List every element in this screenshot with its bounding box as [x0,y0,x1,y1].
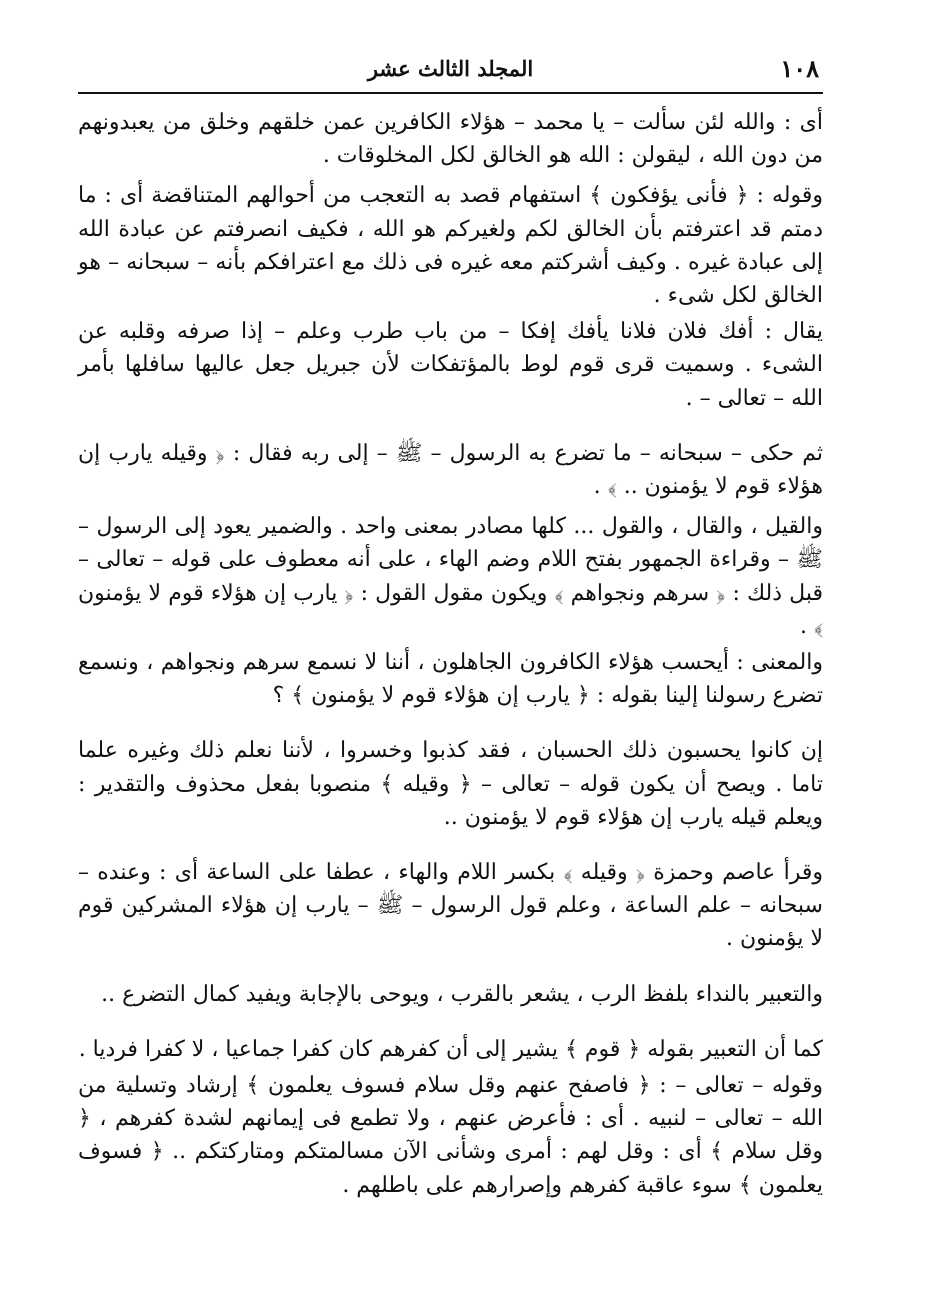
page-body [78,106,823,1202]
paragraph-11: وقوله – تعالى – : ﴿ فاصفح عنهم وقل سلام فسوف يعلمون ﴾ إرشاد وتسلية من الله – تعالى – لنبيه . أى : فأعرض عنهم ، ولا تطمع فى إيمانهم لشدة كفرهم ، ﴿ وقل سلام ﴾ أى : وقل لهم : أمرى وشأنى الآن مسالمتكم ومتاركتكم .. ﴿ فسوف يعلمون ﴾ سوء عاقبة كفرهم وإصرارهم على باطلهم . [78,1073,823,1198]
page-number: ١٠٨ [780,54,819,83]
book-page [78,48,823,1202]
paragraph-9: والتعبير بالنداء بلفظ الرب ، يشعر بالقرب ، ويوحى بالإجابة ويفيد كمال التضرع .. [101,981,823,1007]
paragraph-7: إن كانوا يحسبون ذلك الحسبان ، فقد كذبوا وخسروا ، لأننا نعلم ذلك وغيره علما تاما . ويصح أن يكون قوله – تعالى – ﴿ وقيله ﴾ منصوبا بفعل محذوف والتقدير : ويعلم قيله يارب إن هؤلاء قوم لا يؤمنون .. [78,738,823,830]
paragraph-1: أى : والله لئن سألت – يا محمد – هؤلاء الكافرين عمن خلقهم وخلق من يعبدونهم من دون الله ، ليقولن : الله هو الخالق لكل المخلوقات . [78,110,823,169]
page-header [78,48,823,88]
paragraph-5: والقيل ، والقال ، والقول ... كلها مصادر بمعنى واحد . والضمير يعود إلى الرسول – ﷺ – وقراءة الجمهور بفتح اللام وضم الهاء ، على أنه معطوف على قوله – تعالى – قبل ذلك : ﴿ سرهم ونجواهم ﴾ ويكون مقول القول : ﴿ يارب إن هؤلاء قوم لا يؤمنون ﴾ . [78,514,823,639]
header-divider [78,92,823,94]
running-title: المجلد الثالث عشر [367,56,534,81]
paragraph-4: ثم حكى – سبحانه – ما تضرع به الرسول – ﷺ – إلى ربه فقال : ﴿ وقيله يارب إن هؤلاء قوم لا يؤمنون .. ﴾ . [78,440,823,500]
paragraph-2: وقوله : ﴿ فأنى يؤفكون ﴾ استفهام قصد به التعجب من أحوالهم المتناقضة أى : ما دمتم قد اعترفتم بأن الخالق لكم ولغيركم هو الله ، فكيف انصرفتم عن عبادة الله إلى عبادة غيره . وكيف أشركتم معه غيره فى ذلك مع اعترافكم بأنه – سبحانه – هو الخالق لكل شىء . [78,183,823,309]
paragraph-6: والمعنى : أيحسب هؤلاء الكافرون الجاهلون ، أننا لا نسمع سرهم ونجواهم ، ونسمع تضرع رسولنا إلينا بقوله : ﴿ يارب إن هؤلاء قوم لا يؤمنون ﴾ ؟ [78,650,823,709]
paragraph-8: وقرأ عاصم وحمزة ﴿ وقيله ﴾ بكسر اللام والهاء ، عطفا على الساعة أى : وعنده – سبحانه – علم الساعة ، وعلم قول الرسول – ﷺ – يارب إن هؤلاء المشركين قوم لا يؤمنون . [78,860,823,952]
paragraph-10: كما أن التعبير بقوله ﴿ قوم ﴾ يشير إلى أن كفرهم كان كفرا جماعيا ، لا كفرا فرديا . [78,1036,823,1062]
paragraph-3: يقال : أفك فلان فلانا يأفك إفكا – من باب طرب وعلم – إذا صرفه وقلبه عن الشىء . وسميت قرى قوم لوط بالمؤتفكات لأن جبريل جعل عاليها سافلها بأمر الله – تعالى – . [78,319,823,411]
